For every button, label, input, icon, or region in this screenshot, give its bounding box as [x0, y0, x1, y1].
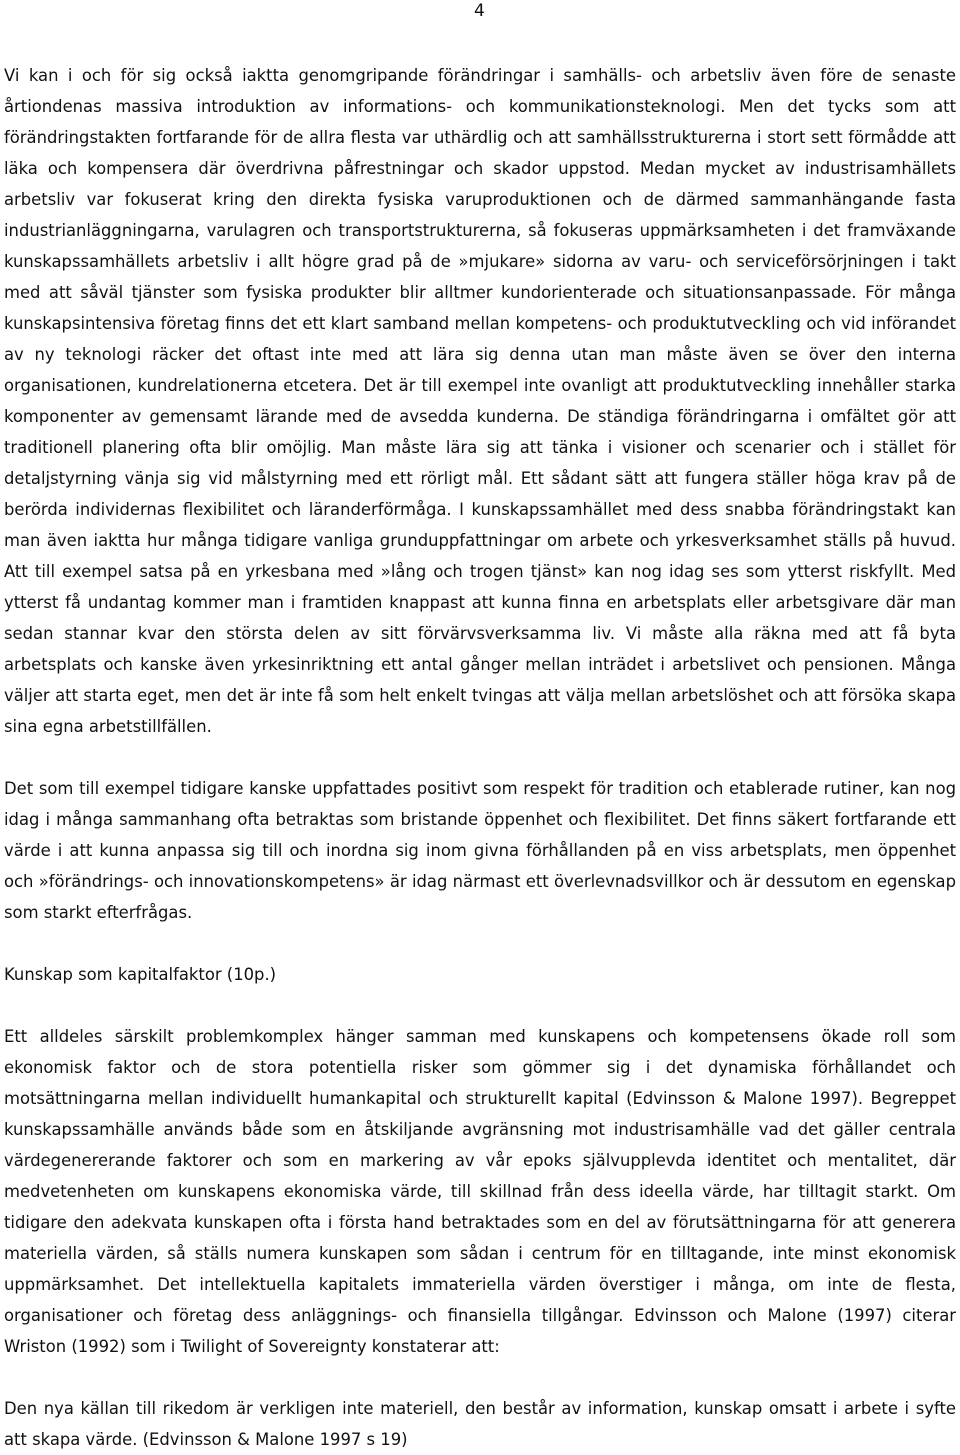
page-number: 4 [474, 1, 485, 21]
section-heading: Kunskap som kapitalfaktor (10p.) [4, 965, 277, 984]
paragraph-2: Det som till exempel tidigare kanske uppfattades positivt som respekt för tradition och etablerade rutiner, kan nog idag i många sammanhang ofta betraktas som bristande öppenhet och flexibilitet. Det finns säkert fortfarande ett värde i att kunna anpassa sig till och inordna sig inom givna förhållanden på en viss arbetsplats, men öppenhet och »förändrings- och innovationskompetens» är idag närmast ett överlevnadsvillkor och är dessutom en egenskap som starkt efterfrågas. [4, 779, 956, 922]
paragraph-1: Vi kan i och för sig också iaktta genomgripande förändringar i samhälls- och arbetsliv även före de senaste årtiondenas massiva introduktion av informations- och kommunikationsteknologi. Men det tycks som att förändringstakten fortfarande för de allra flesta var uthärdlig och att samhällsstrukturerna i stort sett förmådde att läka och kompensera där överdrivna påfrestningar och skador uppstod. Medan mycket av industrisamhällets arbetsliv var fokuserat kring den direkta fysiska varuproduktionen och de därmed sammanhängande fasta industrianläggningarna, varulagren och transportstrukturerna, så fokuseras uppmärksamheten i det framväxande kunskapssamhällets arbetsliv i allt högre grad på de »mjukare» sidorna av varu- och serviceförsörjningen i takt med att såväl tjänster som fysiska produkter blir alltmer kundorienterade och situationsanpassade. För många kunskapsintensiva företag finns det ett klart samband mellan kompetens- och produktutveckling och vid införandet av ny teknologi räcker det oftast inte med att lära sig denna utan man måste även se över den interna organisationen, kundrelationerna etcetera. Det är till exempel inte ovanligt att produktutveckling innehåller starka komponenter av gemensamt lärande med de avsedda kunderna. De ständiga förändringarna i omfältet gör att traditionell planering ofta blir omöjlig. Man måste lära sig att tänka i visioner och scenarier och i stället för detaljstyrning vänja sig vid målstyrning med ett rörligt mål. Ett sådant sätt att fungera ställer höga krav på de berörda individernas flexibilitet och läranderförmåga. I kunskapssamhället med dess snabba förändringstakt kan man även iaktta hur många tidigare vanliga grunduppfattningar om arbete och yrkesverksamhet ställs på huvud. Att till exempel satsa på en yrkesbana med »lång och trogen tjänst» kan nog idag ses som ytterst riskfyllt. Med ytterst få undantag kommer man i framtiden knappast att kunna finna en arbetsplats eller arbetsgivare där man sedan stannar kvar den största delen av sitt förvärvsverksamma liv. Vi måste alla räkna med att få byta arbetsplats och kanske även yrkesinriktning ett antal gånger mellan inträdet i arbetslivet och pensionen. Många väljer att starta eget, men det är inte få som helt enkelt tvingas att välja mellan arbetslöshet och att försöka skapa sina egna arbetstillfällen. [4, 66, 956, 736]
quote-paragraph: Den nya källan till rikedom är verkligen inte materiell, den består av information, kunskap omsatt i arbete i syfte att skapa värde. (Edvinsson & Malone 1997 s 19) [4, 1399, 956, 1449]
paragraph-3: Ett alldeles särskilt problemkomplex hänger samman med kunskapens och kompetensens ökade roll som ekonomisk faktor och de stora potentiella risker som gömmer sig i det dynamiska förhållandet och motsättningarna mellan individuellt humankapital och strukturellt kapital (Edvinsson & Malone 1997). Begreppet kunskapssamhälle används både som en åtskiljande avgränsning mot industrisamhälle vad det gäller centrala värdegenererande faktorer och som en markering av vår epoks självupplevda identitet och mentalitet, där medvetenheten om kunskapens ekonomiska värde, till skillnad från dess ideella värde, har tilltagit starkt. Om tidigare den adekvata kunskapen ofta i första hand betraktades som en del av förutsättningarna för att generera materiella värden, så ställs numera kunskapen som sådan i centrum för en tilltagande, inte minst ekonomisk uppmärksamhet. Det intellektuella kapitalets immateriella värden överstiger i många, om inte de flesta, organisationer och företag dess anläggnings- och finansiella tillgångar. Edvinsson och Malone (1997) citerar Wriston (1992) som i Twilight of Sovereignty konstaterar att: [4, 1027, 956, 1356]
document-body [4, 60, 956, 1455]
